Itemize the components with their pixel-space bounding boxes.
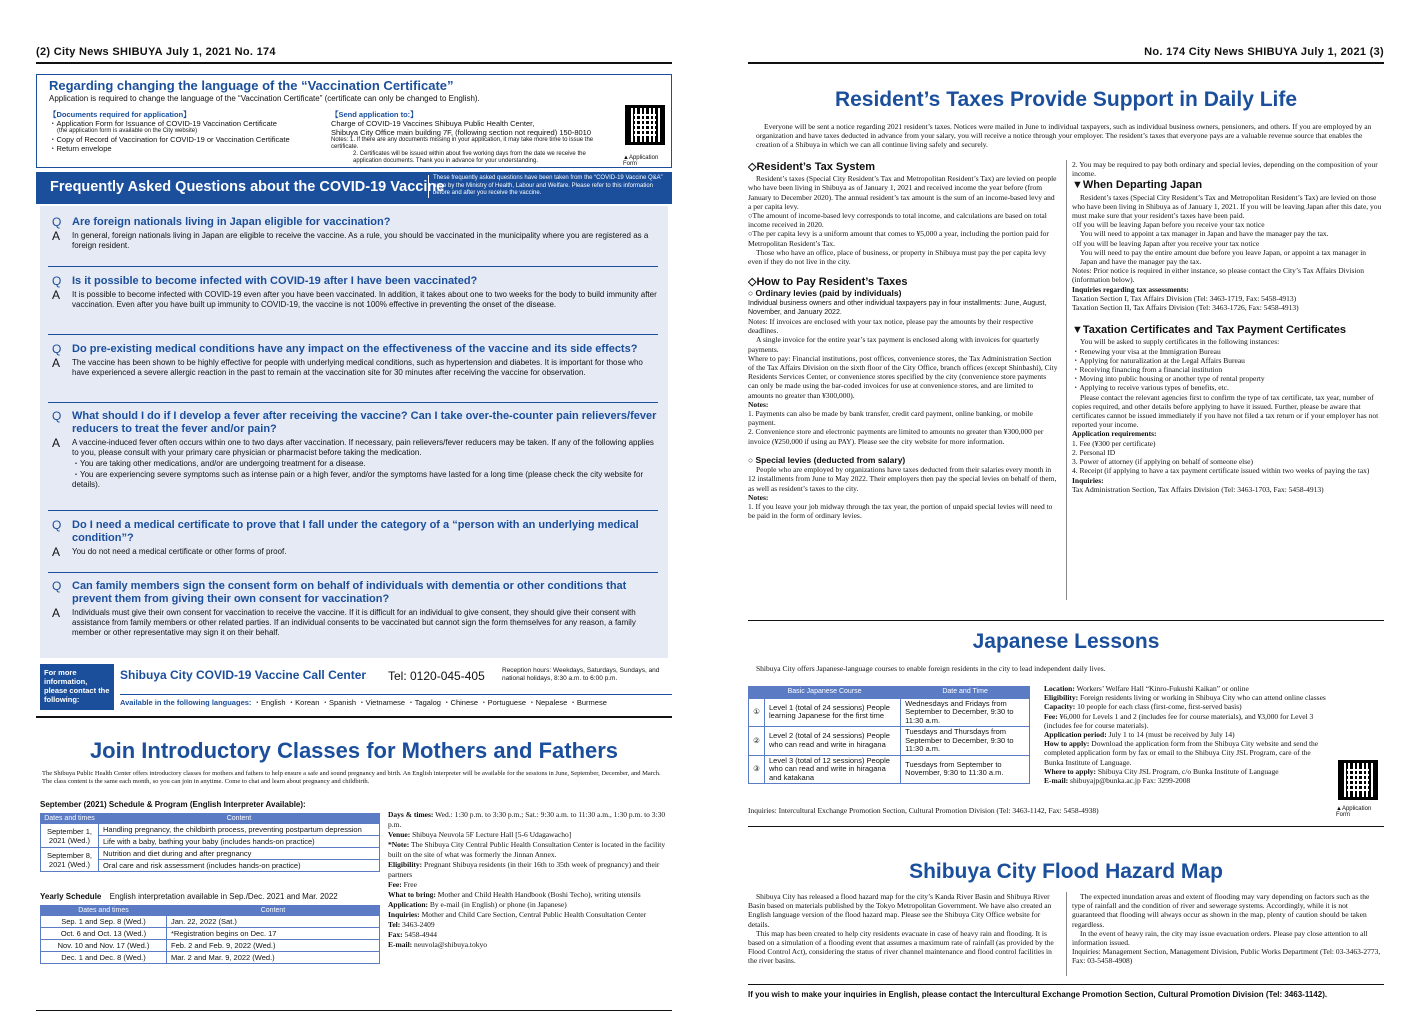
- contact-box: For more information, please contact the following:: [40, 664, 114, 710]
- doc-item: ・Return envelope: [49, 144, 112, 153]
- subheading: ▼When Departing Japan: [1072, 179, 1203, 192]
- note: 2. You may be required to pay both ordinary and special levies, depending on the composition of your income.: [1072, 160, 1378, 179]
- cell-date: Dec. 1 and Dec. 8 (Wed.): [41, 952, 167, 964]
- requirement: 3. Power of attorney (if applying on behalf of someone else): [1072, 457, 1253, 467]
- inquiries-label: Inquiries regarding tax assessments:: [1072, 284, 1189, 294]
- cell-date: Sep. 1 and Sep. 8 (Wed.): [41, 916, 167, 928]
- send-address: [331, 110, 613, 165]
- faq-answer: Individuals must give their own consent for vaccination to receive the vaccine. If it is difficult for an individual to give consent, they should give their consent with assistance from family members or other related parties. If an individual consents to be vaccinated but cannot sign the form themselves for any reason, a family member or other representative may sign it on their behalf.: [72, 608, 636, 637]
- cell-content: Handling pregnancy, the childbirth process, preventing postpartum depression: [99, 824, 380, 836]
- section-title: Shibuya City Flood Hazard Map: [909, 860, 1223, 883]
- cell-time: Tuesdays and Thursdays from September to December, 9:30 to 11:30 a.m.: [901, 727, 1030, 756]
- yearly-title: Yearly Schedule: [40, 892, 102, 901]
- faq-item: [48, 580, 658, 638]
- qr-code-icon[interactable]: [1338, 760, 1378, 800]
- yearly-note: English interpretation available in Sep./Dec. 2021 and Mar. 2022: [109, 892, 338, 901]
- header-rule: [36, 62, 672, 64]
- bullet: ○The amount of income-based levy corresponds to total income, and calculations are based on total income received in 2020.: [748, 211, 1047, 230]
- cell-num: ①: [749, 698, 765, 727]
- faq-answer: The vaccine has been shown to be highly effective for people with underlying medical conditions, such as hypertension and diabetes. It is important for those who have experienced a severe allergic reaction in the past to remain at the vaccination site for 30 minutes after receiving the vaccine for observation.: [72, 358, 643, 377]
- call-center-tel[interactable]: Tel: 0120-045-405: [388, 669, 485, 683]
- detail-row[interactable]: E-mail: shibuyajp@bunka.ac.jp Fax: 3299-2008: [1044, 776, 1191, 786]
- bottom-rule: [748, 984, 1384, 985]
- page-header: (2) City News SHIBUYA July 1, 2021 No. 174: [36, 46, 276, 58]
- cell-course: Level 3 (total of 12 sessions) People who can read and write in hiragana and katakana: [765, 755, 901, 784]
- cell-num: ②: [749, 727, 765, 756]
- section-title: Regarding changing the language of the “Vaccination Certificate”: [49, 78, 454, 93]
- inquiry: Tax Administration Section, Tax Affairs Division (Tel: 3463-1703, Fax: 5458-4913): [1072, 484, 1324, 494]
- bullet: ・Receiving financing from a financial institution: [1072, 365, 1223, 375]
- note: Notes: 1. If there are any documents missing in your application, it may take more time to issue the certificate.: [331, 137, 594, 150]
- note: 2. Certificates will be issued within about five working days from the date we receive the application documents. Thank you in advance for your understanding.: [353, 151, 586, 164]
- detail-row: How to apply: Download the application form from the Shibuya City website and send the completed application form by fax or email to the Shibuya City JSL Program, care of the Bunka Institute of Language.: [1044, 739, 1319, 767]
- divider: [48, 266, 658, 267]
- paragraph: In the event of heavy rain, the city may issue evacuation orders. Please pay close attention to all information issued.: [1072, 928, 1368, 948]
- detail-row: Where to apply: Shibuya City JSL Program, c/o Bunka Institute of Language: [1044, 766, 1279, 776]
- section-rule: [36, 716, 672, 718]
- doc-item: ・Application Form for Issuance of COVID-19 Vaccination Certificate: [49, 119, 277, 128]
- detail-row: Fee: Free: [388, 880, 417, 889]
- a-letter: A: [52, 229, 61, 243]
- detail-row: Venue: Shibuya Neuvola 5F Lecture Hall [5-6 Udagawacho]: [388, 830, 572, 839]
- lessons-inquiries: Inquiries: Intercultural Exchange Promotion Section, Cultural Promotion Division (Tel: 3463-1142, Fax: 5458-4938): [748, 806, 1099, 815]
- cell-content: Nutrition and diet during and after pregnancy: [99, 848, 380, 860]
- doc-item: ・Copy of Record of Vaccination for COVID-19 or Vaccination Certificate: [49, 135, 290, 144]
- detail-row: Location: Workers’ Welfare Hall “Kinro-Fukushi Kaikan” or online: [1044, 684, 1249, 693]
- inquiry: Inquiries: Management Section, Management Division, Public Works Department (Tel: 03-3463-2773, Fax: 03-5458-4908): [1072, 947, 1381, 966]
- inquiries-label: Inquiries:: [1072, 475, 1104, 485]
- cell-date: Nov. 10 and Nov. 17 (Wed.): [41, 940, 167, 952]
- bullet: ・Applying to receive various types of benefits, etc.: [1072, 383, 1229, 393]
- call-center: [36, 664, 672, 710]
- notes-label: Notes:: [748, 492, 769, 502]
- faq-note: These frequently asked questions have been taken from the “COVID-19 Vaccine Q&A” page by the Ministry of Health, Labour and Welfare. Please refer to this information before and after you receive the vaccine.: [428, 175, 670, 198]
- paragraph: Please contact the relevant agencies first to confirm the type of tax certificate, tax year, number of copies required, and other details before applying to have it issued. Further, please be aware that certificates cannot be issued immediately if you have not filed a tax return or if your employer has not reported your income.: [1072, 392, 1379, 430]
- detail-row: Fee: ¥6,000 for Levels 1 and 2 (includes fee for course materials), and ¥3,000 for Level 3 (includes fee for course materials).: [1044, 711, 1314, 730]
- faq-answer: A vaccine-induced fever often occurs within one to two days after vaccination. If necessary, pain relievers/fever reducers may be taken. If any of the following applies to you, please consult with your primary care physician or pharmacist before taking the medication.: [72, 438, 654, 457]
- cell-content: Jan. 22, 2022 (Sat.): [167, 916, 380, 928]
- paragraph: You will need to appoint a tax manager in Japan and have the manager pay the tax.: [1080, 229, 1329, 239]
- col-header: Dates and times: [41, 906, 167, 916]
- subheading: ○ Special levies (deducted from salary): [748, 454, 906, 465]
- divider: [48, 334, 658, 335]
- cell-course: Level 1 (total of 24 sessions) People learning Japanese for the first time: [765, 698, 901, 727]
- cell-content: Life with a baby, bathing your baby (includes hands-on practice): [99, 836, 380, 848]
- bullet: ○If you will be leaving Japan after you receive your tax notice: [1072, 238, 1260, 248]
- q-letter: Q: [52, 342, 62, 356]
- faq-title: Frequently Asked Questions about the COVID-19 Vaccine: [50, 179, 445, 195]
- paragraph: Where to pay: Financial institutions, post offices, convenience stores, the Tax Administration Section of the Tax Affairs Division on the sixth floor of the City Office, branch offices (except Shinbashi), City Residents Services Center, or convenience stores specified by the city (convenience store payments can only be made using the bar-coded invoices for use at convenience stores, and are limited to amounts no greater than ¥300,000).: [748, 353, 1058, 400]
- q-letter: Q: [52, 579, 62, 593]
- docs-label: 【Documents required for application】: [49, 110, 191, 119]
- faq-answer: It is possible to become infected with COVID-19 even after you have been vaccinated. In addition, it takes about one to two weeks for the body to build immunity after vaccination. Even after you have built up immunity to COVID-19, the vaccine is not 100% effective in preventing the onset of the disease.: [72, 290, 657, 309]
- schedule-label: September (2021) Schedule & Program (English Interpreter Available):: [40, 800, 306, 809]
- send-label: 【Send application to:】: [331, 110, 418, 119]
- faq-item: [48, 343, 658, 378]
- bullet: ・Applying for naturalization at the Legal Affairs Bureau: [1072, 355, 1245, 365]
- flood-col-2: [1072, 892, 1382, 966]
- paragraph: A single invoice for the entire year’s tax payment is enclosed along with invoices for quarterly payments.: [748, 335, 1040, 354]
- divider: [48, 572, 658, 573]
- column-divider: [1066, 892, 1067, 976]
- taxes-intro: Everyone will be sent a notice regarding 2021 resident’s taxes. Notices were mailed in June to individual taxpayers, such as individual business owners, pensioners, and others. If you are employed by an organization and have taxes deducted in advance from your salary, you will receive a notice through your employer. The resident’s taxes that everyone pays are a valuable revenue source that enables the creation of a Shibuya in which we can all continue living safely and securely.: [756, 122, 1372, 150]
- paragraph: Resident’s taxes (Special City Resident’s Tax and Metropolitan Resident’s Tax) are levied on those who have been living in Shibuya as of January 1, 2021. If you will be leaving Japan after this date, you must make sure that your resident’s taxes have been paid.: [1072, 192, 1382, 221]
- faq-question: Do I need a medical certificate to prove that I fall under the category of a “person with an underlying medical condition”?: [72, 519, 639, 544]
- a-letter: A: [52, 356, 61, 370]
- lessons-details: [1044, 684, 1330, 785]
- notes-label: Notes:: [748, 399, 769, 409]
- cell-time: Tuesdays from September to November, 9:30 to 11:30 a.m.: [901, 755, 1030, 784]
- table-row: [749, 755, 1030, 784]
- requirement: 2. Personal ID: [1072, 447, 1116, 457]
- subheading: ◇How to Pay Resident’s Taxes: [748, 276, 908, 289]
- detail-row: Inquiries: Mother and Child Care Section, Central Public Health Consultation Center: [388, 910, 647, 919]
- faq-item: [48, 410, 658, 490]
- qr-code-icon[interactable]: [625, 105, 665, 145]
- subheading: ▼Taxation Certificates and Tax Payment Certificates: [1072, 324, 1346, 337]
- subheading: ○ Ordinary levies (paid by individuals): [748, 288, 902, 299]
- faq-question: What should I do if I develop a fever after receiving the vaccine? Can I take over-the-counter pain relievers/fever reducers to treat the fever and/or pain?: [72, 410, 657, 435]
- faq-item: [48, 275, 658, 310]
- taxes-col-2: [1072, 160, 1382, 494]
- q-letter: Q: [52, 518, 62, 532]
- yearly-label: [40, 892, 338, 901]
- a-letter: A: [52, 436, 61, 450]
- left-page: [36, 0, 672, 1032]
- paragraph: People who are employed by organizations have taxes deducted from their salaries every month in 12 installments from June to May 2022. Their employers then pay the special levies on behalf of them, as well as resident’s taxes to the city.: [748, 465, 1057, 493]
- faq-answer: You do not need a medical certificate or other forms of proof.: [72, 547, 287, 556]
- detail-row: Fax: 5458-4944: [388, 930, 437, 939]
- col-header: Date and Time: [901, 687, 1030, 699]
- paragraph: Shibuya City has released a flood hazard map for the city’s Kanda River Basin and Shibuya River Basin based on materials published by the Tokyo Metropolitan Government. We have also created an English language version of the flood hazard map. Please see the Shibuya City Office website for details.: [748, 892, 1052, 929]
- note: 1. Payments can also be made by bank transfer, credit card payment, online banking, or mobile payment.: [748, 409, 1033, 428]
- note: Notes: Prior notice is required in either instance, so please contact the City’s Tax Affairs Division (information below).: [1072, 266, 1365, 285]
- bottom-rule: [36, 1010, 672, 1011]
- table-row: [41, 952, 380, 964]
- detail-row: Application period: July 1 to 14 (must be received by July 14): [1044, 730, 1235, 740]
- cell-date: Oct. 6 and Oct. 13 (Wed.): [41, 928, 167, 940]
- table-row: [749, 727, 1030, 756]
- faq-bullet: ・You are experiencing severe symptoms such as intense pain or a high fever, and/or the symptoms have lasted for a long time (please check the city website for details).: [72, 470, 644, 489]
- section-title: Join Introductory Classes for Mothers and Fathers: [89, 738, 619, 763]
- faq-answer: In general, foreign nationals living in Japan are eligible to receive the vaccine. As a rule, you should be vaccinated in the municipality where you are registered as a foreign resident.: [72, 231, 649, 250]
- table-row: [41, 940, 380, 952]
- detail-row: *Note: The Shibuya City Central Public Health Consultation Center is located in the facility built on the site of what was formerly the Jinnan Annex.: [388, 840, 666, 859]
- page-header: No. 174 City News SHIBUYA July 1, 2021 (3): [1144, 46, 1384, 58]
- note: Notes: If invoices are enclosed with your tax notice, please pay the amounts by their respective deadlines.: [748, 317, 1034, 336]
- faq-question: Is it possible to become infected with COVID-19 after I have been vaccinated?: [72, 275, 478, 287]
- doc-item: (the application form is available on the City website): [57, 128, 198, 134]
- faq-item: [48, 216, 658, 251]
- q-letter: Q: [52, 409, 62, 423]
- bullet: ○If you will be leaving Japan before you receive your tax notice: [1072, 220, 1265, 230]
- right-page: [748, 0, 1384, 1032]
- table-row: [749, 698, 1030, 727]
- col-header: Basic Japanese Course: [749, 687, 901, 699]
- reception-hours: Reception hours: Weekdays, Saturdays, Sundays, and national holidays, 8:30 a.m. to 6:00 p.m.: [502, 667, 660, 682]
- september-schedule-table: [40, 813, 380, 872]
- requirement: 4. Receipt (if applying to have a tax payment certificate issued within two weeks of paying the tax): [1072, 466, 1370, 476]
- languages-row: [120, 694, 672, 708]
- divider: [48, 510, 658, 511]
- detail-row[interactable]: E-mail: neuvola@shibuya.tokyo: [388, 940, 487, 949]
- requirements-label: Application requirements:: [1072, 429, 1157, 439]
- taxes-col-1: [748, 160, 1058, 520]
- cell-content: Feb. 2 and Feb. 9, 2022 (Wed.): [167, 940, 380, 952]
- table-row: [41, 848, 380, 860]
- cell-course: Level 2 (total of 24 sessions) People who can read and write in hiragana: [765, 727, 901, 756]
- paragraph: Individual business owners and other individual taxpayers pay in four installments: June, August, November, and January 2022.: [748, 299, 1047, 316]
- detail-row: Eligibility: Foreign residents living or working in Shibuya City who can attend online classes: [1044, 693, 1326, 703]
- section-rule: [748, 826, 1384, 827]
- detail-row: Application: By e-mail (in English) or phone (in Japanese): [388, 900, 567, 909]
- detail-row: Capacity: 10 people for each class (first-come, first-served basis): [1044, 702, 1242, 712]
- faq-header: [36, 172, 672, 204]
- vaccination-certificate-box: [36, 74, 672, 168]
- paragraph: Resident’s taxes (Special City Resident’s Tax and Metropolitan Resident’s Tax) are levied on people who have been living in Shibuya as of January 1, 2021 and received income the year before (from January to December 2020). The annual resident’s tax amount is the sum of an income-based levy and a per capita levy.: [748, 174, 1057, 211]
- detail-row: What to bring: Mother and Child Health Handbook (Boshi Techo), writing utensils: [388, 890, 641, 899]
- cell-num: ③: [749, 755, 765, 784]
- note: 1. If you leave your job midway through the tax year, the portion of unpaid special levies will need to be paid in the form of ordinary levies.: [748, 501, 1053, 521]
- subheading: ◇Resident’s Tax System: [748, 161, 876, 173]
- col-header: Content: [99, 814, 380, 824]
- bullet: ○The per capita levy is a uniform amount that comes to ¥5,000 a year, including the portion paid for Metropolitan Resident’s Tax.: [748, 229, 1049, 248]
- faq-question: Are foreign nationals living in Japan eligible for vaccination?: [72, 216, 391, 228]
- cell-content: Oral care and risk assessment (includes hands-on practice): [99, 860, 380, 872]
- faq-bullet: ・You are taking other medications, and/or are undergoing treatment for a disease.: [72, 459, 366, 468]
- header-rule: [748, 62, 1384, 64]
- q-letter: Q: [52, 274, 62, 288]
- bullet: ・Moving into public housing or another type of rental property: [1072, 374, 1265, 384]
- languages-list: ・English ・Korean ・Spanish ・Vietnamese ・Tagalog ・Chinese ・Portuguese ・Nepalese ・Burmese: [253, 698, 607, 707]
- section-intro: The Shibuya Public Health Center offers introductory classes for mothers and fathers to help ensure a safe and sound pregnancy and birth. An English interpreter will be available for the sessions in June, September, December, and March. The class content is the same each month, so you can join in anytime. Come to chat and learn about pregnancy and childbirth.: [42, 770, 661, 785]
- a-letter: A: [52, 606, 61, 620]
- table-row: [41, 824, 380, 836]
- paragraph: Those who have an office, place of business, or property in Shibuya must pay the per capita levy even if they do not live in the city.: [748, 247, 1046, 267]
- col-header: Content: [167, 906, 380, 916]
- table-row: [41, 916, 380, 928]
- detail-row: Eligibility: Pregnant Shibuya residents (in their 16th to 35th week of pregnancy) and their partners: [388, 860, 660, 879]
- column-divider: [1066, 160, 1067, 600]
- class-details: [388, 810, 672, 950]
- inquiry: Taxation Section I, Tax Affairs Division (Tel: 3463-1719, Fax: 5458-4913): [1072, 293, 1297, 303]
- bullet: ・Renewing your visa at the Immigration Bureau: [1072, 346, 1221, 356]
- cell-time: Wednesdays and Fridays from September to December, 9:30 to 11:30 a.m.: [901, 698, 1030, 727]
- col-header: Dates and times: [41, 814, 99, 824]
- lessons-table: [748, 686, 1030, 784]
- faq-question: Do pre-existing medical conditions have any impact on the effectiveness of the vaccine and its side effects?: [72, 343, 638, 355]
- qr-label: ▲Application Form: [1336, 806, 1372, 818]
- section-title: Japanese Lessons: [972, 630, 1160, 653]
- languages-label: Available in the following languages:: [120, 698, 252, 707]
- paragraph: You will need to pay the entire amount due before you leave Japan, or appoint a tax manager in Japan and have the manager pay the tax.: [1080, 247, 1367, 267]
- a-letter: A: [52, 545, 61, 559]
- cell-date: September 8, 2021 (Wed.): [41, 848, 99, 872]
- table-row: [41, 928, 380, 940]
- call-center-name: Shibuya City COVID-19 Vaccine Call Center: [120, 668, 367, 682]
- faq-question: Can family members sign the consent form on behalf of individuals with dementia or other conditions that prevent them from giving their own consent for vaccination?: [72, 580, 627, 605]
- a-letter: A: [52, 288, 61, 302]
- cell-date: September 1, 2021 (Wed.): [41, 824, 99, 848]
- requirement: 1. Fee (¥300 per certificate): [1072, 438, 1156, 448]
- lessons-intro: Shibuya City offers Japanese-language courses to enable foreign residents in the city to lead independent daily lives.: [756, 664, 1106, 673]
- divider: [48, 402, 658, 403]
- section-rule: [748, 620, 1384, 621]
- faq-item: [48, 519, 658, 557]
- cell-content: *Registration begins on Dec. 17: [167, 928, 380, 940]
- paragraph: You will be asked to supply certificates in the following instances:: [1080, 337, 1280, 347]
- flood-col-1: [748, 892, 1058, 966]
- documents-list: [49, 110, 331, 165]
- cell-content: Mar. 2 and Mar. 9, 2022 (Wed.): [167, 952, 380, 964]
- send-line: Charge of COVID-19 Vaccines Shibuya Public Health Center,: [331, 119, 535, 128]
- footer-note: If you wish to make your inquiries in English, please contact the Intercultural Exchange Promotion Section, Cultural Promotion Division (Tel: 3463-1142).: [748, 990, 1328, 999]
- yearly-schedule-table: [40, 905, 380, 964]
- send-line: Shibuya City Office main building 7F, (following section not required) 150-8010: [331, 128, 592, 137]
- section-title: Resident’s Taxes Provide Support in Daily Life: [834, 88, 1298, 111]
- paragraph: This map has been created to help city residents evacuate in case of heavy rain and flooding. It is based on a simulation of a flooding event that assumes a maximum rate of rainfall (as provided by the Flood Control Act), considering the status of river channel maintenance and flood control facilities in the river basins.: [748, 928, 1054, 966]
- note: 2. Convenience store and electronic payments are limited to amounts no greater than ¥300,000 per invoice (¥250,000 if using au PAY). Please see the city website for more information.: [748, 427, 1044, 446]
- section-subtitle: Application is required to change the language of the “Vaccination Certificate” (certificate can only be changed to English).: [49, 94, 480, 103]
- faq-panel: [40, 206, 668, 658]
- qr-label: ▲Application Form: [623, 155, 659, 167]
- detail-row: Tel: 3463-2409: [388, 920, 435, 929]
- inquiry: Taxation Section II, Tax Affairs Division (Tel: 3463-1726, Fax: 5458-4913): [1072, 303, 1299, 313]
- q-letter: Q: [52, 215, 62, 229]
- paragraph: The expected inundation areas and extent of flooding may vary depending on factors such as the type of rainfall and the condition of river and sewerage systems. Accordingly, while it is not guaranteed that flooding will always occur as shown in the map, plenty of caution should be taken regardless.: [1072, 892, 1370, 929]
- detail-row: Days & times: Wed.: 1:30 p.m. to 3:30 p.m.; Sat.: 9:30 a.m. to 11:30 a.m., 1:30 p.m. to 3:30 p.m.: [388, 810, 666, 829]
